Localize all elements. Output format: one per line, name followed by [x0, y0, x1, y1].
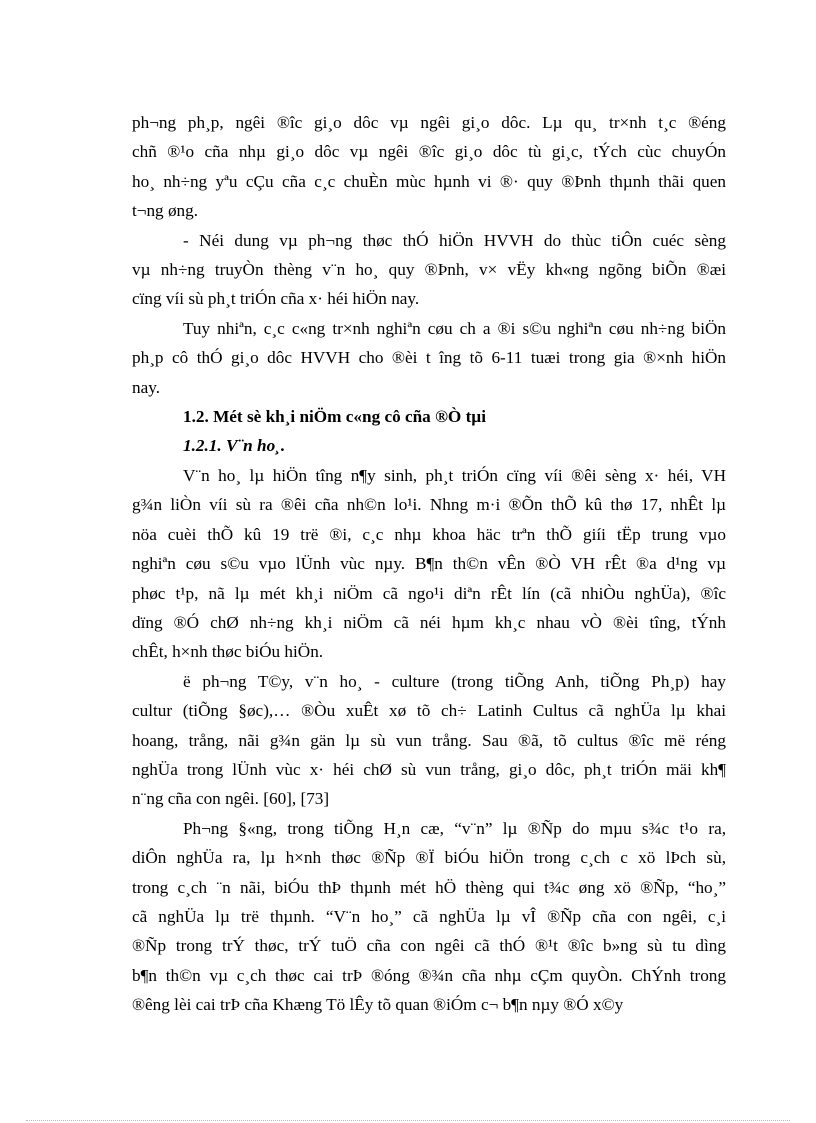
text-line: Ph¬ng §«ng, trong tiÕng H¸n cæ, “v¨n” lµ ®Ñp do mµu s¾c t¹o ra,: [183, 818, 726, 838]
section-heading-1-2: 1.2. Mét sè kh¸i niÖm c«ng cô cña ®Ò tµi: [183, 407, 486, 427]
paragraph-p1: [132, 108, 726, 226]
paragraph-p3: [132, 314, 726, 402]
paragraph-group-intro: [132, 108, 726, 402]
text-line: nghiªn cøu s©u vµo lÜnh vùc nµy. B¶n th©n vÊn ®Ò VH rÊt ®a d¹ng vµ: [132, 554, 726, 574]
text-line: nay.: [132, 377, 160, 397]
text-line: diÔn nghÜa ra, lµ h×nh thøc ®Ñp ®Ï biÓu hiÖn trong c¸ch c xö lÞch sù,: [132, 848, 726, 868]
text-line: hoang, trång, nãi g¾n gän lµ sù vun trång. Sau ®ã, tõ cultus ®îc më réng: [132, 730, 726, 750]
text-line: ®êng lèi cai trÞ cña Khæng Tö lÊy tõ quan ®iÓm c¬ b¶n nµy ®Ó x©y: [132, 995, 624, 1015]
paragraph-p5: [132, 667, 726, 814]
text-line: trong c¸ch ¨n nãi, biÓu thÞ thµnh mét hÖ thèng qui t¾c øng xö ®Ñp, “ho¸”: [132, 877, 726, 897]
text-line: b¶n th©n vµ c¸ch thøc cai trÞ ®óng ®¾n cña nhµ cÇm quyÒn. ChÝnh trong: [132, 965, 726, 985]
text-line: n¨ng cña con ngêi. [60], [73]: [132, 789, 330, 809]
text-line: t¬ng øng.: [132, 201, 199, 221]
text-line: - Néi dung vµ ph¬ng thøc thÓ hiÖn HVVH do thùc tiÔn cuéc sèng: [183, 230, 726, 250]
page-bottom-divider: [26, 1120, 790, 1121]
text-line: ph¸p cô thÓ gi¸o dôc HVVH cho ®èi t îng tõ 6-11 tuæi trong gia ®×nh hiÖn: [132, 348, 726, 368]
text-line: cultur (tiÕng §øc),… ®Òu xuÊt xø tõ ch÷ Latinh Cultus cã nghÜa lµ khai: [132, 701, 726, 721]
text-line: phøc t¹p, nã lµ mét kh¸i niÖm cã ngo¹i diªn rÊt lín (cã nhiÒu nghÜa), ®îc: [132, 583, 726, 603]
text-line: ph¬ng ph¸p, ngêi ®îc gi¸o dôc vµ ngêi gi¸o dôc. Lµ qu¸ tr×nh t¸c ®éng: [132, 113, 726, 132]
paragraph-p4: [132, 461, 726, 667]
text-line: ë ph¬ng T©y, v¨n ho¸ - culture (trong tiÕng Anh, tiÕng Ph¸p) hay: [183, 671, 726, 691]
paragraph-group-culture: [132, 461, 726, 1020]
paragraph-p6: [132, 814, 726, 1020]
text-line: nghÜa trong lÜnh vùc x· héi chØ sù vun trång, gi¸o dôc, ph¸t triÓn mäi kh¶: [132, 759, 726, 779]
text-line: chñ ®¹o cña nhµ gi¸o dôc vµ ngêi ®îc gi¸o dôc tù gi¸c, tÝch cùc chuyÓn: [132, 142, 726, 162]
text-line: g¾n liÒn víi sù ra ®êi cña nh©n lo¹i. Nhng m·i ®Õn thÕ kû thø 17, nhÊt lµ: [132, 495, 726, 515]
text-line: dïng ®Ó chØ nh÷ng kh¸i niÖm cã néi hµm kh¸c nhau vÒ ®èi tîng, tÝnh: [132, 612, 726, 632]
text-line: V¨n ho¸ lµ hiÖn tîng n¶y sinh, ph¸t triÓn cïng víi ®êi sèng x· héi, VH: [183, 465, 726, 485]
text-line: nöa cuèi thÕ kû 19 trë ®i, c¸c nhµ khoa häc trªn thÕ giíi tËp trung vµo: [132, 524, 726, 544]
text-line: ®Ñp trong trÝ thøc, trÝ tuÖ cña con ngêi cã thÓ ®¹t ®îc b»ng sù tu dìng: [132, 936, 726, 956]
text-line: vµ nh÷ng truyÒn thèng v¨n ho¸ quy ®Þnh, v× vËy kh«ng ngõng biÕn ®æi: [132, 260, 726, 280]
text-line: cã nghÜa lµ trë thµnh. “V¨n ho¸” cã nghÜa lµ vÎ ®Ñp cña con ngêi, c¸i: [132, 906, 726, 926]
text-line: chÊt, h×nh thøc biÓu hiÖn.: [132, 642, 324, 662]
section-heading-1-2-1: 1.2.1. V¨n ho¸.: [183, 436, 286, 456]
text-line: ho¸ nh÷ng yªu cÇu cña c¸c chuÈn mùc hµnh vi ®· quy ®Þnh thµnh thãi quen: [132, 171, 726, 191]
text-line: Tuy nhiªn, c¸c c«ng tr×nh nghiªn cøu ch a ®i s©u nghiªn cøu nh÷ng biÖn: [183, 318, 726, 338]
text-line: cïng víi sù ph¸t triÓn cña x· héi hiÖn nay.: [132, 289, 420, 309]
document-page: [132, 108, 726, 1020]
paragraph-p2: [132, 226, 726, 314]
